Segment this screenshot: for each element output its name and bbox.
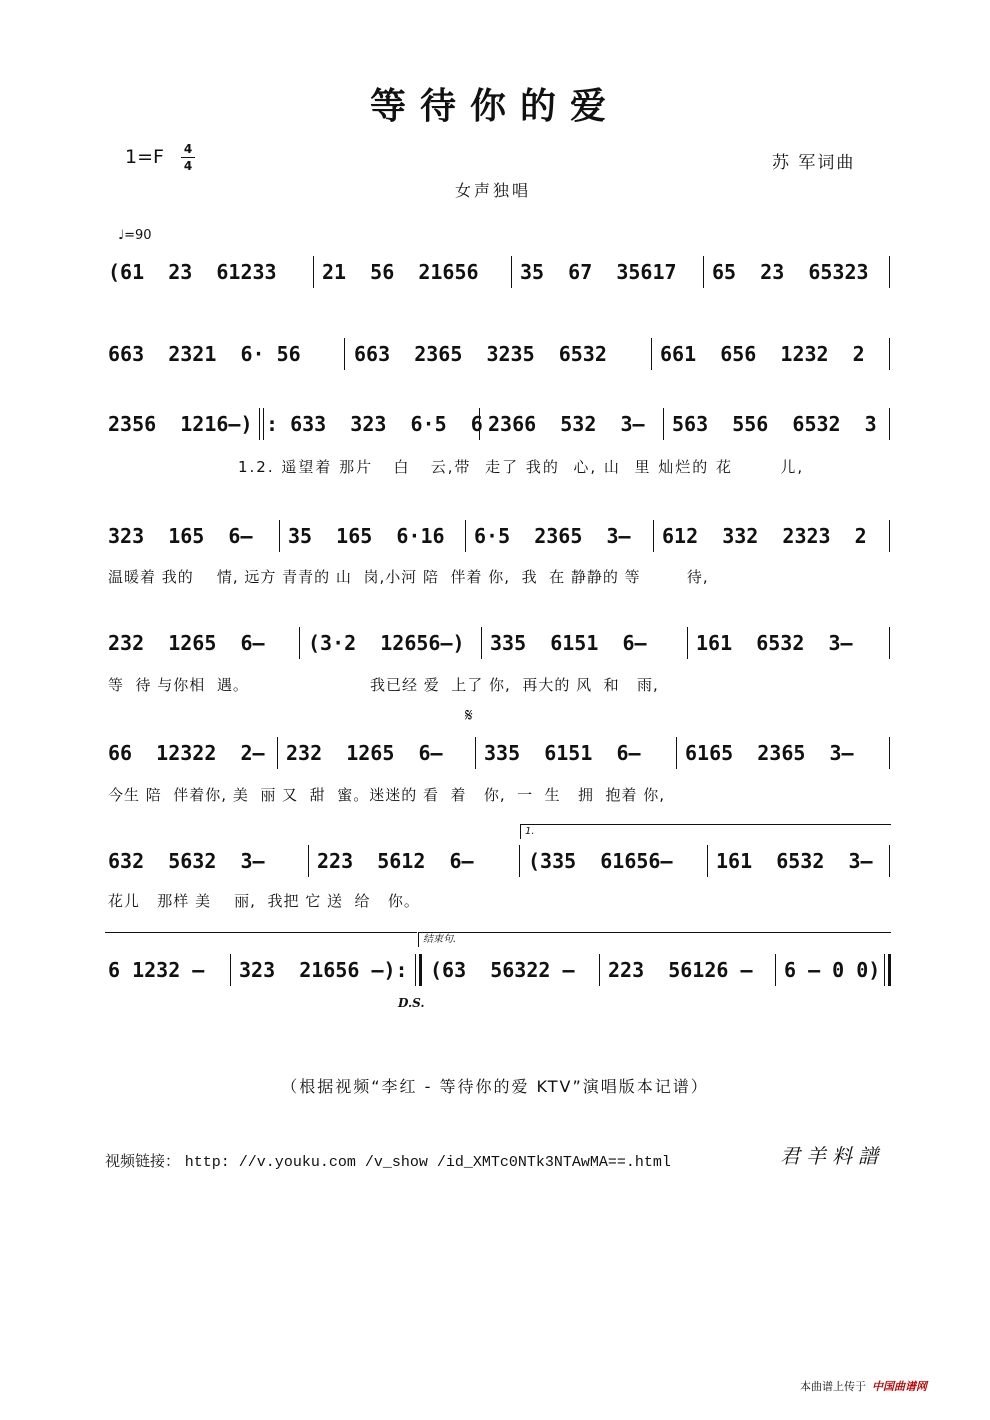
staff-line-8 [108, 952, 890, 988]
measure: 66 12322 2– [108, 741, 265, 765]
lyric-line-2: 温暖着 我的 情, 远方 青青的 山 岗,小河 陪 伴着 你, 我 在 静静的 等 待, [108, 568, 709, 586]
video-link-url[interactable]: http: //v.youku.com /v_show /id_XMTc0NTk3NTAwMA==.html [184, 1154, 671, 1171]
barline [707, 845, 708, 877]
barline [651, 338, 652, 370]
measure: 323 21656 –): [239, 958, 408, 982]
video-link-label: 视频链接： [105, 1152, 181, 1170]
barline [465, 520, 466, 552]
measure: 2366 532 3– [488, 412, 645, 436]
time-signature [181, 142, 195, 173]
measure: 6 1232 – [108, 958, 205, 982]
measure: 663 2365 3235 6532 [354, 342, 607, 366]
barline [663, 408, 664, 440]
measure: (63 56322 – [430, 958, 575, 982]
transcriber-signature: 君羊料譜 [780, 1144, 884, 1168]
measure: 223 56126 – [608, 958, 753, 982]
time-signature-divider [181, 157, 195, 158]
final-barline [888, 954, 891, 986]
staff-line-3 [108, 406, 890, 442]
upload-label: 本曲谱上传于 [800, 1380, 866, 1393]
measure: 6·5 2365 3– [474, 524, 631, 548]
voice-type: 女声独唱 [455, 181, 532, 200]
lyric-line-1: 1.2. 遥望着 那片 白 云,带 走了 我的 心, 山 里 灿烂的 花 儿, [238, 458, 805, 476]
lyric-line-3: 等 待 与你相 遇。 我已经 爱 上了 你, 再大的 风 和 雨, [108, 676, 659, 694]
lyric-line-5: 花儿 那样 美 丽, 我把 它 送 给 你。 [108, 892, 420, 910]
barline [481, 627, 482, 659]
measure: : 633 323 6·5 6 [266, 412, 483, 436]
staff-line-5 [108, 625, 890, 661]
segno-sign: 𝄋 [465, 705, 473, 726]
final-barline [884, 954, 885, 986]
barline [889, 845, 890, 877]
barline [889, 338, 890, 370]
barline [687, 627, 688, 659]
measure: 223 5612 6– [317, 849, 474, 873]
page-title: 等待你的爱 [369, 85, 620, 127]
barline [653, 520, 654, 552]
measure: 632 5632 3– [108, 849, 265, 873]
barline [344, 338, 345, 370]
measure: 663 2321 6· 56 [108, 342, 301, 366]
barline [313, 256, 314, 288]
staff-line-4 [108, 518, 890, 554]
measure: 6 – 0 0) [784, 958, 881, 982]
measure: 232 1265 6– [108, 631, 265, 655]
measure: (335 61656– [528, 849, 673, 873]
measure: 232 1265 6– [286, 741, 443, 765]
barline [703, 256, 704, 288]
video-link [105, 1150, 671, 1171]
barline [277, 737, 278, 769]
measure: 612 332 2323 2 [662, 524, 867, 548]
upload-footer [800, 1378, 927, 1394]
barline [889, 627, 890, 659]
site-logo[interactable]: 中国曲谱网 [872, 1380, 927, 1393]
measure: 65 23 65323 [712, 260, 869, 284]
composer-credit: 苏 军词曲 [772, 153, 856, 173]
barline [230, 954, 231, 986]
source-note: （根据视频“李红 - 等待你的爱 KTV”演唱版本记谱） [281, 1077, 709, 1096]
time-signature-bottom: 4 [183, 159, 193, 173]
staff-line-7 [108, 843, 890, 879]
tempo-marking: ♩=90 [118, 228, 152, 243]
volta-bracket-1: 1. [520, 824, 891, 839]
staff-line-6 [108, 735, 890, 771]
staff-line-2 [108, 336, 890, 372]
barline [599, 954, 600, 986]
barline [889, 256, 890, 288]
measure: (61 23 61233 [108, 260, 277, 284]
measure: 2356 1216–) [108, 412, 253, 436]
barline [308, 845, 309, 877]
barline [676, 737, 677, 769]
repeat-start-barline [263, 408, 264, 440]
barline [479, 408, 480, 440]
lyric-line-4: 今生 陪 伴着你, 美 丽 又 甜 蜜。迷迷的 看 着 你, 一 生 拥 抱着 你, [108, 786, 666, 804]
key-signature: 1=F [125, 146, 164, 168]
barline [519, 845, 520, 877]
volta-continuation-line [105, 932, 417, 933]
measure: 323 165 6– [108, 524, 253, 548]
barline [889, 408, 890, 440]
barline [299, 627, 300, 659]
measure: 6165 2365 3– [685, 741, 854, 765]
ending-bracket: 结束句. [418, 932, 891, 947]
measure: 161 6532 3– [696, 631, 853, 655]
measure: 335 6151 6– [484, 741, 641, 765]
barline [511, 256, 512, 288]
measure: 35 165 6·16 [288, 524, 445, 548]
measure: 21 56 21656 [322, 260, 479, 284]
dal-segno-marking: D.S. [398, 996, 425, 1010]
measure: 335 6151 6– [490, 631, 647, 655]
measure: 661 656 1232 2 [660, 342, 865, 366]
measure: (3·2 12656–) [308, 631, 465, 655]
barline [475, 737, 476, 769]
time-signature-top: 4 [183, 142, 193, 156]
measure: 563 556 6532 3 [672, 412, 877, 436]
barline [889, 737, 890, 769]
repeat-start-barline [259, 408, 260, 440]
barline [279, 520, 280, 552]
barline [889, 520, 890, 552]
measure: 35 67 35617 [520, 260, 677, 284]
repeat-end-barline [419, 954, 422, 986]
barline [775, 954, 776, 986]
measure: 161 6532 3– [716, 849, 873, 873]
repeat-end-barline [415, 954, 416, 986]
staff-line-1 [108, 254, 890, 290]
